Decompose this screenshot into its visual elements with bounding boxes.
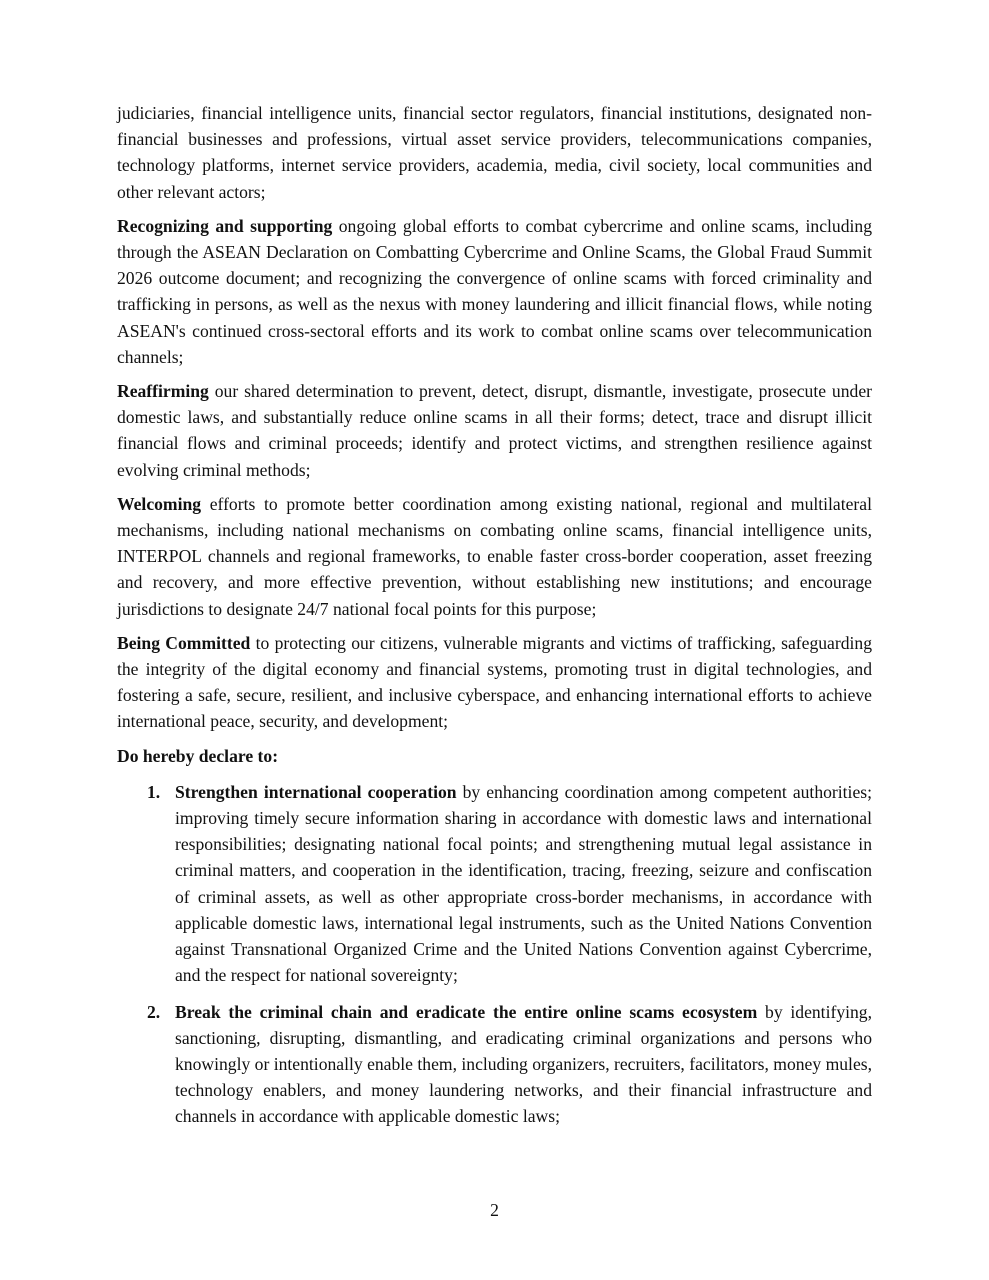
declaration-item-1 bbox=[117, 779, 872, 989]
paragraph-lead: Being Committed bbox=[117, 632, 251, 653]
item-number: 2. bbox=[147, 1001, 161, 1022]
paragraph-lead: Welcoming bbox=[117, 493, 202, 514]
item-lead: Break the criminal chain and eradicate the entire online scams ecosystem bbox=[175, 1001, 758, 1022]
declare-heading: Do hereby declare to: bbox=[117, 745, 279, 766]
paragraph-text: ongoing global efforts to combat cybercrime and online scams, including through the ASEAN Declaration on Combatting Cybercrime and Online Scams, the Global Fraud Summit 2026 outcome document; and recognizing the convergence of online scams with forced criminality and trafficking in persons, as well as the nexus with money laundering and illicit financial flows, while noting ASEAN's continued cross-sectoral efforts and its work to combat online scams over telecommunication channels; bbox=[117, 215, 872, 367]
page-body bbox=[117, 100, 872, 1140]
preamble-welcoming bbox=[117, 491, 872, 622]
item-text: by enhancing coordination among competent authorities; improving timely secure information sharing in accordance with domestic laws and international responsibilities; designating national focal points; and strengthening mutual legal assistance in criminal matters, and cooperation in the identification, tracing, freezing, seizure and confiscation of criminal assets, as well as other appropriate cross-border mechanisms, in accordance with applicable domestic laws, international legal instruments, such as the United Nations Convention against Transnational Organized Crime and the United Nations Convention against Cybercrime, and the respect for national sovereignty; bbox=[175, 781, 872, 986]
paragraph-text: to protecting our citizens, vulnerable migrants and victims of trafficking, safeguarding the integrity of the digital economy and financial systems, promoting trust in digital technologies, and fostering a safe, secure, resilient, and inclusive cyberspace, and enhancing international efforts to achieve international peace, security, and development; bbox=[117, 632, 872, 732]
item-number: 1. bbox=[147, 781, 161, 802]
declaration-list bbox=[117, 779, 872, 1130]
paragraph-lead: Reaffirming bbox=[117, 381, 209, 402]
intro-paragraph: judiciaries, financial intelligence units, financial sector regulators, financial institutions, designated non-financial businesses and professions, virtual asset service providers, telecommunications companies, technology platforms, internet service providers, academia, media, civil society, local communities and other relevant actors; bbox=[117, 103, 872, 202]
paragraph-text: efforts to promote better coordination among existing national, regional and multilateral mechanisms, including national mechanisms on combating online scams, financial intelligence units, INTERPOL channels and regional frameworks, to enable faster cross-border cooperation, asset freezing and recovery, and more effective prevention, without establishing new institutions; and encourage jurisdictions to designate 24/7 national focal points for this purpose; bbox=[117, 493, 872, 619]
item-lead: Strengthen international cooperation bbox=[175, 781, 457, 802]
paragraph-text: our shared determination to prevent, detect, disrupt, dismantle, investigate, prosecute under domestic laws, and substantially reduce online scams in all their forms; detect, trace and disrupt illicit financial flows and criminal proceeds; identify and protect victims, and strengthen resilience against evolving criminal methods; bbox=[117, 381, 872, 480]
declaration-item-2 bbox=[117, 999, 872, 1130]
preamble-reaffirming bbox=[117, 378, 872, 483]
page-number: 2 bbox=[490, 1200, 499, 1220]
preamble-being-committed bbox=[117, 630, 872, 735]
preamble-recognizing bbox=[117, 213, 872, 370]
item-text: by identifying, sanctioning, disrupting, dismantling, and eradicating criminal organizations and persons who knowingly or intentionally enable them, including organizers, recruiters, facilitators, money mules, technology enablers, and money laundering networks, and their financial infrastructure and channels in accordance with applicable domestic laws; bbox=[175, 1001, 872, 1127]
paragraph-lead: Recognizing and supporting bbox=[117, 215, 333, 236]
